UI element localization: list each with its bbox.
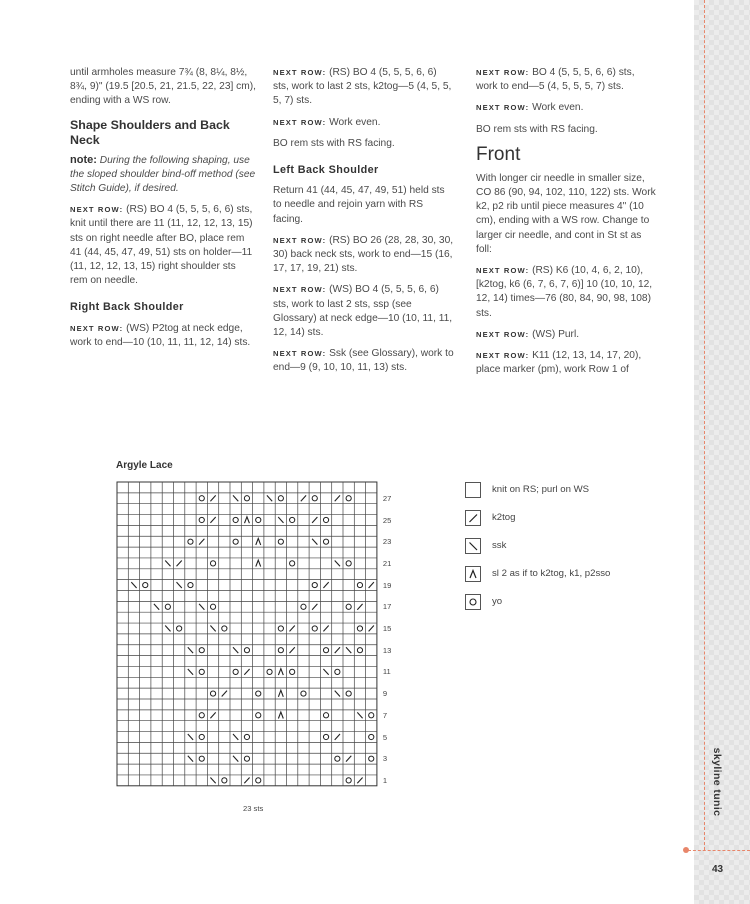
next-row-label: NEXT ROW:: [273, 285, 327, 295]
bind-off-paragraph: BO rem sts with RS facing.: [476, 123, 598, 135]
chart-title: Argyle Lace: [116, 460, 173, 471]
return-paragraph: Return 41 (44, 45, 47, 49, 51) held sts to needle and rejoin yarn with RS facing.: [273, 185, 445, 225]
chart-row-number: 25: [382, 515, 392, 525]
next-row-label: NEXT ROW:: [70, 205, 124, 215]
instruction-text: K11 (12, 13, 14, 17, 20), place marker (pm), work Row 1 of: [476, 350, 642, 376]
next-row-label: NEXT ROW:: [273, 235, 327, 245]
chart-row-number: 11: [382, 667, 391, 677]
chart-row-number: 17: [382, 602, 392, 612]
next-row-label: NEXT ROW:: [273, 349, 327, 359]
instruction-text: (WS) P2tog at neck edge, work to end—10 (10, 11, 11, 12, 14) sts.: [70, 322, 251, 348]
chart-row-number: 13: [382, 645, 392, 655]
instruction-text: (WS) Purl.: [532, 328, 580, 340]
intro-paragraph: until armholes measure 7¾ (8, 8¼, 8½, 8¾, 9)" (19.5 [20.5, 21, 21.5, 22, 23] cm), ending with a WS row.: [70, 67, 256, 107]
legend-label: knit on RS; purl on WS: [492, 484, 590, 495]
sl2-k1-p2sso-symbol-icon: [465, 566, 481, 582]
sidebar-title: skyline tunic: [711, 747, 723, 817]
sidebar-dashed-rule: [704, 0, 705, 850]
next-row-label: NEXT ROW:: [273, 68, 327, 77]
instruction-text: (RS) BO 26 (28, 28, 30, 30, 30) back neck sts, work to end—15 (16, 17, 17, 19, 21) sts.: [273, 234, 454, 275]
left-back-shoulder-heading: Left Back Shoulder: [273, 164, 379, 177]
legend-label: sl 2 as if to k2tog, k1, p2sso: [492, 568, 611, 579]
page-number: 43: [712, 864, 724, 875]
legend-label: ssk: [492, 540, 507, 551]
instruction-text: Work even.: [329, 116, 381, 128]
knit-symbol-icon: [465, 482, 481, 498]
chart-row-number: 7: [382, 710, 388, 720]
instruction-text: (RS) BO 4 (5, 5, 5, 6, 6) sts, work to last 2 sts, k2tog—5 (4, 5, 5, 5, 7) sts.: [273, 67, 452, 107]
right-back-shoulder-heading: Right Back Shoulder: [70, 301, 184, 314]
chart-row-number: 5: [382, 732, 388, 742]
instruction-text: Work even.: [532, 102, 584, 114]
chart-row-number: 1: [382, 775, 388, 785]
next-row-label: NEXT ROW:: [476, 103, 530, 113]
instruction-text: BO 4 (5, 5, 5, 6, 6) sts, work to end—5 (4, 5, 5, 5, 7) sts.: [476, 67, 635, 93]
chart-row-number: 27: [382, 493, 392, 503]
legend-label: k2tog: [492, 512, 516, 523]
chart-row-number: 23: [382, 537, 392, 547]
next-row-label: NEXT ROW:: [70, 323, 124, 333]
chart-row-number: 15: [382, 624, 392, 634]
bind-off-paragraph: BO rem sts with RS facing.: [273, 137, 395, 149]
legend-label: yo: [492, 596, 503, 607]
yo-symbol-icon: [465, 594, 481, 610]
instruction-text: (RS) K6 (10, 4, 6, 2, 10), [k2tog, k6 (6, 7, 6, 7, 6)] 10 (10, 10, 12, 12, 14) times—76 (80, 84, 90, 98, 108) sts.: [476, 265, 653, 319]
next-row-label: NEXT ROW:: [476, 351, 530, 361]
instruction-text: (RS) BO 4 (5, 5, 5, 6, 6) sts, knit until there are 11 (11, 12, 12, 13, 15) sts on right needle after BO, place rem 41 (44, 45, 47, 49, 51) sts on holder—11 (11, 12, 12, 13, 15) right shoulder sts rem on needle.: [70, 204, 253, 287]
accent-dot: [683, 847, 689, 853]
instruction-text: Ssk (see Glossary), work to end—9 (9, 10, 10, 11, 13) sts.: [273, 348, 454, 374]
chart-row-number: 9: [382, 689, 388, 699]
instruction-text: (WS) BO 4 (5, 5, 5, 6, 6) sts, work to last 2 sts, ssp (see Glossary) at neck edge—10 (10, 11, 11, 12, 14) sts.: [273, 284, 453, 339]
chart-row-number: 21: [382, 558, 392, 568]
front-paragraph: With longer cir needle in smaller size, CO 86 (90, 94, 102, 110, 122) sts. Work k2, p2 rib until piece measures 4" (10 cm), ending with a WS row. Change to larger cir needle, and cont in St st as foll:: [476, 172, 656, 255]
chart-row-number: 3: [382, 754, 388, 764]
front-heading: Front: [476, 143, 521, 165]
next-row-label: NEXT ROW:: [476, 266, 530, 276]
next-row-label: NEXT ROW:: [476, 68, 530, 77]
k2tog-symbol-icon: [465, 510, 481, 526]
chart-stitch-count: 23 sts: [243, 804, 264, 813]
chart-row-number: 19: [382, 580, 392, 590]
next-row-label: NEXT ROW:: [273, 117, 327, 127]
ssk-symbol-icon: [465, 538, 481, 554]
note-label: note:: [70, 153, 97, 166]
shape-shoulders-heading: Shape Shoulders and Back Neck: [70, 117, 230, 147]
next-row-label: NEXT ROW:: [476, 329, 530, 339]
page-dashed-rule: [688, 850, 750, 851]
note-text: During the following shaping, use the sloped shoulder bind-off method (see Stitch Guide), if desired.: [70, 154, 256, 195]
